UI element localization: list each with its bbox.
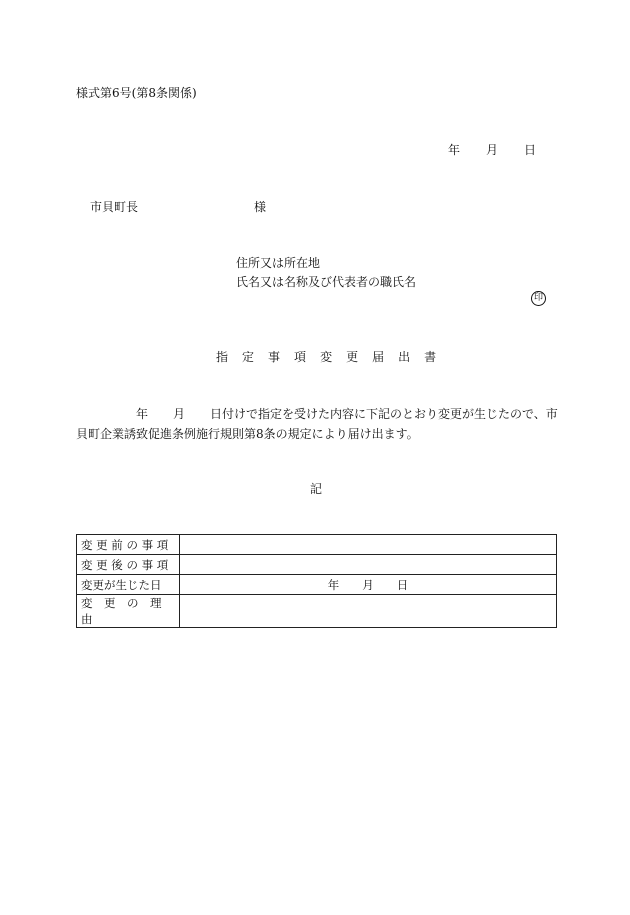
date-month: 月 (486, 143, 499, 157)
title-char: 更 (346, 350, 359, 364)
date-year: 年 (448, 143, 461, 157)
body-line1: 日付けで指定を受けた内容に下記のとおり変更が生じたので、市 (210, 407, 558, 421)
title-char: 出 (398, 350, 411, 364)
addressee-name: 市貝町長 (90, 200, 139, 214)
title-char: 項 (294, 350, 307, 364)
title-char: 事 (268, 350, 281, 364)
row-value[interactable] (180, 535, 557, 555)
table-row (77, 555, 557, 575)
body-month: 月 (173, 407, 186, 421)
table-row (77, 535, 557, 555)
body-text (76, 404, 556, 444)
change-items-table (76, 534, 557, 628)
date-day: 日 (524, 143, 537, 157)
title-char: 届 (372, 350, 385, 364)
name-label: 氏名又は名称及び代表者の職氏名 (236, 275, 417, 289)
form-number: 様式第6号(第8条関係) (76, 86, 197, 100)
title-char: 変 (320, 350, 333, 364)
ki-heading: 記 (310, 482, 323, 496)
row-label: 変 更 後 の 事 項 (77, 555, 180, 575)
table-row (77, 595, 557, 628)
submission-date (448, 141, 536, 158)
body-year: 年 (136, 407, 149, 421)
row-label: 変 更 前 の 事 項 (77, 535, 180, 555)
title-char: 指 (216, 350, 229, 364)
row-label: 変 更 の 理 由 (77, 595, 180, 628)
row-value[interactable]: 年 月 日 (180, 575, 557, 595)
address-label: 住所又は所在地 (236, 256, 321, 270)
row-value[interactable] (180, 595, 557, 628)
seal-mark: 印 (531, 291, 546, 306)
document-title (216, 348, 450, 365)
body-line2: 貝町企業誘致促進条例施行規則第8条の規定により届け出ます。 (76, 427, 419, 441)
title-char: 書 (424, 350, 437, 364)
addressee-honorific: 様 (254, 200, 267, 214)
row-value[interactable] (180, 555, 557, 575)
title-char: 定 (242, 350, 255, 364)
table-row (77, 575, 557, 595)
row-label: 変更が生じた日 (77, 575, 180, 595)
